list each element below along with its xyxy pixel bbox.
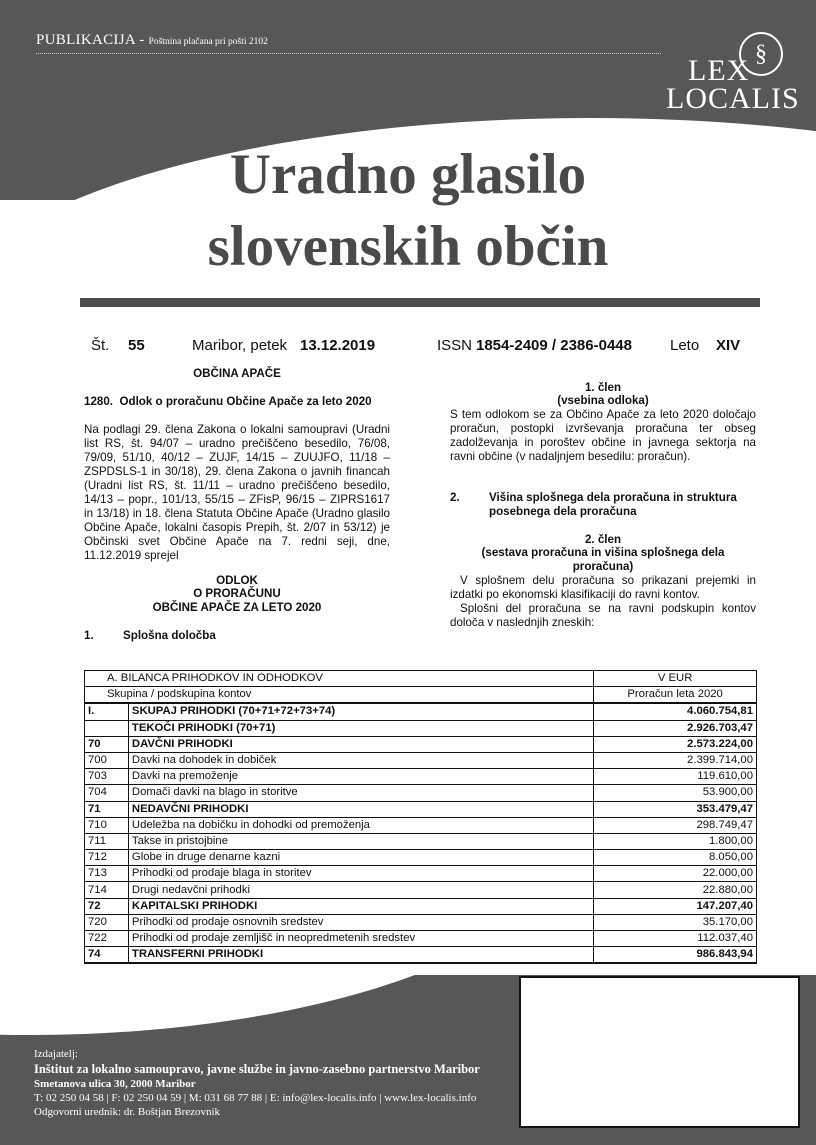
article1-text: S tem odlokom se za Občino Apače za leto 2020 določajo proračun, postopki izvrševanja proračuna ter obseg zadolževanja in poroštev občine in javnega sektorja na ravni občine (v nadaljnjem besedilu: proračun). bbox=[450, 408, 756, 463]
issue-date: 13.12.2019 bbox=[300, 337, 376, 354]
issn-label: ISSN bbox=[437, 337, 473, 354]
masthead-title-line2: slovenskih občin bbox=[207, 215, 609, 278]
row-label-cell: NEDAVČNI PRIHODKI bbox=[128, 801, 593, 817]
table-row bbox=[85, 769, 757, 785]
row-label-cell: Davki na dohodek in dobiček bbox=[128, 752, 593, 768]
row-code-cell: 704 bbox=[85, 785, 129, 801]
footer-curve bbox=[0, 975, 580, 1035]
publisher-contacts: T: 02 250 04 58 | F: 02 250 04 59 | M: 031 68 77 88 | E: info@lex-localis.info | www.lex-localis.info bbox=[34, 1092, 477, 1104]
brand-logo-line2: LOCALIS bbox=[666, 82, 800, 115]
row-code-cell: 722 bbox=[85, 931, 129, 947]
table-row bbox=[85, 833, 757, 849]
row-value-cell: 2.573.224,00 bbox=[594, 736, 757, 752]
year-value: XIV bbox=[716, 337, 741, 354]
section1-number: 1. bbox=[84, 629, 94, 642]
row-label-cell: Globe in druge denarne kazni bbox=[128, 850, 593, 866]
table-row bbox=[85, 882, 757, 898]
postage-note: Poštnina plačana pri pošti 2102 bbox=[148, 37, 268, 47]
row-label-cell: TRANSFERNI PRIHODKI bbox=[128, 947, 593, 964]
row-code-cell: 700 bbox=[85, 752, 129, 768]
table-title-cell: A. BILANCA PRIHODKOV IN ODHODKOV bbox=[85, 671, 594, 687]
section1-title: Splošna določba bbox=[123, 629, 216, 642]
publication-label: PUBLIKACIJA bbox=[36, 32, 136, 48]
table-row bbox=[85, 914, 757, 930]
row-value-cell: 353.479,47 bbox=[594, 801, 757, 817]
ordinance-heading-1: ODLOK bbox=[216, 574, 258, 587]
table-row bbox=[85, 898, 757, 914]
publisher-label: Izdajatelj: bbox=[34, 1048, 78, 1060]
article2-paragraph1: V splošnem delu proračuna so prikazani prejemki in izdatki po ekonomski klasifikaciji do ravni kontov. bbox=[450, 574, 756, 601]
row-value-cell: 986.843,94 bbox=[594, 947, 757, 964]
row-label-cell: KAPITALSKI PRIHODKI bbox=[128, 898, 593, 914]
table-row bbox=[85, 703, 757, 720]
row-value-cell: 119.610,00 bbox=[594, 769, 757, 785]
act-heading bbox=[84, 395, 390, 409]
row-label-cell: TEKOČI PRIHODKI (70+71) bbox=[128, 720, 593, 736]
publication-line bbox=[36, 32, 268, 49]
masthead-title-line1: Uradno glasilo bbox=[229, 143, 587, 206]
budget-year-cell: Proračun leta 2020 bbox=[594, 687, 757, 704]
row-code-cell: 703 bbox=[85, 769, 129, 785]
article1-subheading: (vsebina odloka) bbox=[557, 394, 649, 407]
section2-number: 2. bbox=[450, 491, 460, 504]
act-number: 1280. bbox=[84, 395, 114, 408]
issue-number: 55 bbox=[128, 337, 145, 354]
row-label-cell: SKUPAJ PRIHODKI (70+71+72+73+74) bbox=[128, 703, 593, 720]
row-value-cell: 35.170,00 bbox=[594, 914, 757, 930]
table-row bbox=[85, 817, 757, 833]
row-label-cell: Prihodki od prodaje blaga in storitev bbox=[128, 866, 593, 882]
row-label-cell: DAVČNI PRIHODKI bbox=[128, 736, 593, 752]
row-value-cell: 2.399.714,00 bbox=[594, 752, 757, 768]
article2-heading: 2. člen bbox=[584, 533, 622, 546]
dotted-divider bbox=[36, 53, 661, 54]
row-code-cell: 710 bbox=[85, 817, 129, 833]
row-value-cell: 298.749,47 bbox=[594, 817, 757, 833]
row-code-cell bbox=[85, 720, 129, 736]
address-stamp-box bbox=[519, 976, 800, 1128]
row-code-cell: 720 bbox=[85, 914, 129, 930]
row-code-cell: 713 bbox=[85, 866, 129, 882]
ordinance-heading-3: OBČINE APAČE ZA LETO 2020 bbox=[152, 601, 322, 614]
table-header-row bbox=[85, 671, 757, 687]
legal-basis-paragraph: Na podlagi 29. člena Zakona o lokalni samoupravi (Uradni list RS, št. 94/07 – uradno prečiščeno besedilo, 76/08, 79/09, 51/10, 40/12 – ZUJF, 14/15 – ZUUJFO, 11/18 – ZSPDSLS-1 in 30/18), 29. člena Zakona o javnih financah (Uradni list RS, št. 11/11 – uradno prečiščeno besedilo, 14/13 – popr., 101/13, 55/15 – ZFisP, 96/15 – ZIPRS1617 in 13/18) in 18. člena Statuta Občine Apače (Uradno glasilo Občine Apače, lokalni časopis Prepih, št. 2/07 in 53/12) je Občinski svet Občine Apače na 7. redni seji, dne, 11.12.2019 sprejel bbox=[84, 423, 390, 562]
publisher-address: Smetanova ulica 30, 2000 Maribor bbox=[34, 1078, 196, 1090]
row-label-cell: Takse in pristojbine bbox=[128, 833, 593, 849]
title-rule bbox=[80, 298, 760, 307]
row-label-cell: Domači davki na blago in storitve bbox=[128, 785, 593, 801]
table-row bbox=[85, 785, 757, 801]
table-row bbox=[85, 752, 757, 768]
row-code-cell: 74 bbox=[85, 947, 129, 964]
budget-rows bbox=[85, 703, 757, 963]
section-seal-icon: § bbox=[739, 32, 783, 76]
publication-dash: - bbox=[139, 32, 145, 48]
table-subheader-row bbox=[85, 687, 757, 704]
row-value-cell: 112.037,40 bbox=[594, 931, 757, 947]
row-label-cell: Prihodki od prodaje zemljišč in neopredmetenih sredstev bbox=[128, 931, 593, 947]
brand-logo-line1: LEX bbox=[688, 54, 750, 87]
row-value-cell: 53.900,00 bbox=[594, 785, 757, 801]
table-row bbox=[85, 866, 757, 882]
act-title: Odlok o proračunu Občine Apače za leto 2020 bbox=[119, 395, 372, 408]
article2-paragraph2: Splošni del proračuna se na ravni podskupin kontov določa v naslednjih zneskih: bbox=[450, 602, 756, 629]
row-value-cell: 4.060.754,81 bbox=[594, 703, 757, 720]
table-row bbox=[85, 801, 757, 817]
article1-heading: 1. člen bbox=[584, 381, 622, 394]
table-row bbox=[85, 720, 757, 736]
row-value-cell: 22.880,00 bbox=[594, 882, 757, 898]
municipality-heading: OBČINA APAČE bbox=[193, 367, 281, 380]
row-code-cell: I. bbox=[85, 703, 129, 720]
row-label-cell: Drugi nedavčni prihodki bbox=[128, 882, 593, 898]
row-value-cell: 1.800,00 bbox=[594, 833, 757, 849]
article2-subheading: (sestava proračuna in višina splošnega dela proračuna) bbox=[481, 546, 725, 573]
row-code-cell: 714 bbox=[85, 882, 129, 898]
group-heading-cell: Skupina / podskupina kontov bbox=[85, 687, 594, 704]
row-value-cell: 8.050,00 bbox=[594, 850, 757, 866]
row-code-cell: 72 bbox=[85, 898, 129, 914]
row-code-cell: 712 bbox=[85, 850, 129, 866]
publisher-name: Inštitut za lokalno samoupravo, javne službe in javno-zasebno partnerstvo Maribor bbox=[34, 1062, 480, 1076]
issue-place: Maribor, petek bbox=[192, 337, 288, 354]
row-code-cell: 711 bbox=[85, 833, 129, 849]
issn-value: 1854-2409 / 2386-0448 bbox=[476, 337, 632, 354]
row-value-cell: 147.207,40 bbox=[594, 898, 757, 914]
budget-balance-table bbox=[84, 670, 757, 964]
table-row bbox=[85, 736, 757, 752]
year-label: Leto bbox=[670, 337, 700, 354]
currency-cell: V EUR bbox=[594, 671, 757, 687]
row-code-cell: 70 bbox=[85, 736, 129, 752]
ordinance-heading-2: O PRORAČUNU bbox=[193, 587, 281, 600]
row-value-cell: 22.000,00 bbox=[594, 866, 757, 882]
table-row bbox=[85, 931, 757, 947]
row-label-cell: Udeležba na dobičku in dohodki od premoženja bbox=[128, 817, 593, 833]
row-code-cell: 71 bbox=[85, 801, 129, 817]
table-row bbox=[85, 850, 757, 866]
section2-title: Višina splošnega dela proračuna in struktura posebnega dela proračuna bbox=[489, 491, 737, 518]
issue-number-label: Št. bbox=[91, 337, 110, 354]
row-value-cell: 2.926.703,47 bbox=[594, 720, 757, 736]
row-label-cell: Prihodki od prodaje osnovnih sredstev bbox=[128, 914, 593, 930]
editor-in-chief: Odgovorni urednik: dr. Boštjan Brezovnik bbox=[34, 1106, 221, 1118]
row-label-cell: Davki na premoženje bbox=[128, 769, 593, 785]
table-row bbox=[85, 947, 757, 964]
